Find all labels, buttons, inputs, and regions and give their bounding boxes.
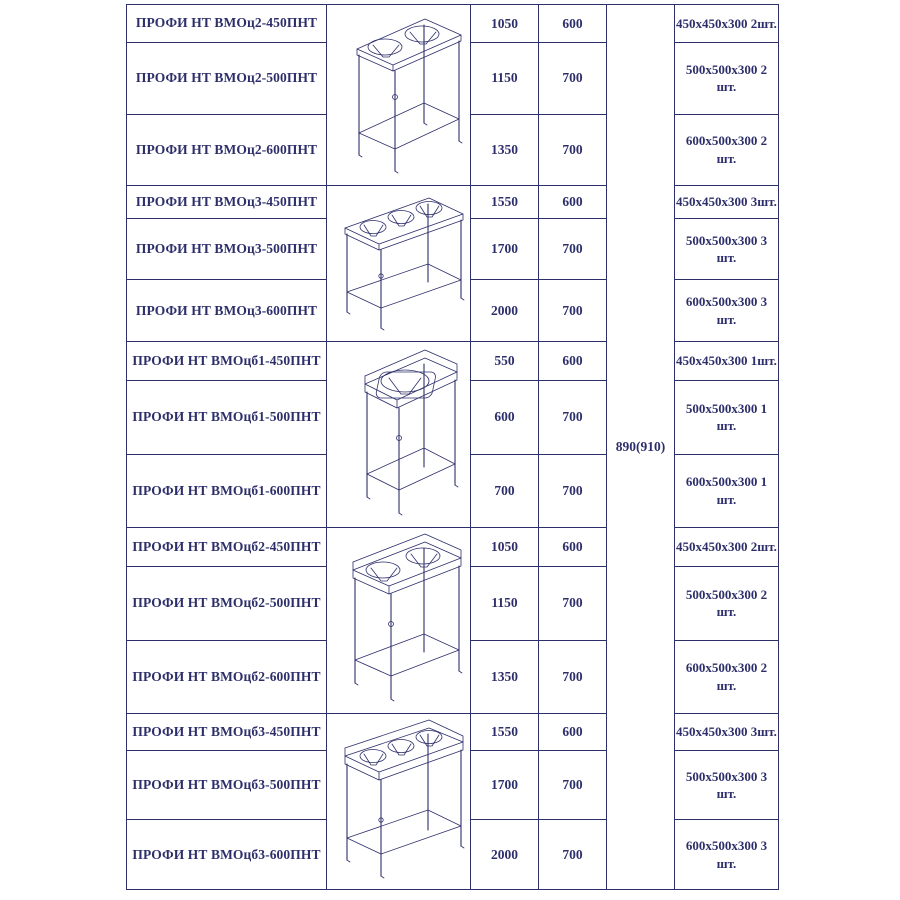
product-depth: 700	[539, 114, 607, 185]
product-length: 1150	[471, 567, 539, 640]
product-depth: 700	[539, 381, 607, 454]
product-name: ПРОФИ НТ ВМОц3-450ПНТ	[127, 186, 327, 219]
table-row	[127, 342, 779, 381]
product-length: 1350	[471, 640, 539, 713]
product-depth: 700	[539, 280, 607, 342]
table-row	[127, 714, 779, 751]
product-bowl-size: 600х500х300 1 шт.	[675, 454, 779, 527]
table-row	[127, 5, 779, 43]
product-name: ПРОФИ НТ ВМОцб3-600ПНТ	[127, 820, 327, 890]
product-depth: 600	[539, 528, 607, 567]
product-length: 1050	[471, 528, 539, 567]
product-name: ПРОФИ НТ ВМОцб2-450ПНТ	[127, 528, 327, 567]
product-image-triple-bowl-shelf	[327, 186, 471, 342]
product-bowl-size: 600х500х300 2 шт.	[675, 640, 779, 713]
product-length: 1350	[471, 114, 539, 185]
product-length: 1700	[471, 218, 539, 280]
product-bowl-size: 450х450х300 2шт.	[675, 528, 779, 567]
product-image-double-bowl-splashback	[327, 528, 471, 714]
product-length: 550	[471, 342, 539, 381]
product-bowl-size: 500х500х300 3 шт.	[675, 218, 779, 280]
sink-illustration-triple-splashback	[329, 714, 469, 889]
table-row	[127, 528, 779, 567]
product-name: ПРОФИ НТ ВМОцб1-500ПНТ	[127, 381, 327, 454]
product-depth: 600	[539, 342, 607, 381]
product-bowl-size: 450х450х300 1шт.	[675, 342, 779, 381]
product-length: 1150	[471, 43, 539, 114]
product-bowl-size: 500х500х300 3 шт.	[675, 751, 779, 820]
product-length: 600	[471, 381, 539, 454]
table-row	[127, 186, 779, 219]
product-name: ПРОФИ НТ ВМОц3-600ПНТ	[127, 280, 327, 342]
product-length: 1700	[471, 751, 539, 820]
product-bowl-size: 500х500х300 1 шт.	[675, 381, 779, 454]
product-height: 890(910)	[607, 5, 675, 890]
sink-illustration-single-splashback	[329, 342, 469, 527]
product-bowl-size: 600х500х300 3 шт.	[675, 820, 779, 890]
product-name: ПРОФИ НТ ВМОцб2-600ПНТ	[127, 640, 327, 713]
product-name: ПРОФИ НТ ВМОц3-500ПНТ	[127, 218, 327, 280]
product-depth: 600	[539, 5, 607, 43]
product-name: ПРОФИ НТ ВМОц2-500ПНТ	[127, 43, 327, 114]
product-depth: 700	[539, 751, 607, 820]
product-bowl-size: 450х450х300 2шт.	[675, 5, 779, 43]
sink-illustration-double-splashback	[329, 528, 469, 713]
product-name: ПРОФИ НТ ВМОц2-450ПНТ	[127, 5, 327, 43]
product-bowl-size: 500х500х300 2 шт.	[675, 567, 779, 640]
product-length: 1550	[471, 186, 539, 219]
product-image-double-bowl-shelf	[327, 5, 471, 186]
product-name: ПРОФИ НТ ВМОцб2-500ПНТ	[127, 567, 327, 640]
product-depth: 700	[539, 640, 607, 713]
product-bowl-size: 500х500х300 2 шт.	[675, 43, 779, 114]
product-length: 2000	[471, 280, 539, 342]
product-depth: 700	[539, 218, 607, 280]
product-bowl-size: 450х450х300 3шт.	[675, 714, 779, 751]
product-image-triple-bowl-splashback	[327, 714, 471, 890]
product-image-single-bowl-splashback	[327, 342, 471, 528]
sink-illustration-double-shelf	[329, 5, 469, 185]
sink-illustration-triple-shelf	[329, 186, 469, 341]
product-name: ПРОФИ НТ ВМОцб3-450ПНТ	[127, 714, 327, 751]
product-depth: 600	[539, 714, 607, 751]
product-depth: 700	[539, 454, 607, 527]
product-depth: 700	[539, 820, 607, 890]
product-length: 700	[471, 454, 539, 527]
product-length: 1050	[471, 5, 539, 43]
product-bowl-size: 600х500х300 2 шт.	[675, 114, 779, 185]
product-length: 1550	[471, 714, 539, 751]
product-bowl-size: 450х450х300 3шт.	[675, 186, 779, 219]
product-depth: 700	[539, 43, 607, 114]
product-name: ПРОФИ НТ ВМОцб1-450ПНТ	[127, 342, 327, 381]
product-depth: 700	[539, 567, 607, 640]
product-depth: 600	[539, 186, 607, 219]
product-length: 2000	[471, 820, 539, 890]
product-bowl-size: 600х500х300 3 шт.	[675, 280, 779, 342]
product-spec-table	[126, 4, 779, 890]
product-name: ПРОФИ НТ ВМОц2-600ПНТ	[127, 114, 327, 185]
product-name: ПРОФИ НТ ВМОцб1-600ПНТ	[127, 454, 327, 527]
product-name: ПРОФИ НТ ВМОцб3-500ПНТ	[127, 751, 327, 820]
